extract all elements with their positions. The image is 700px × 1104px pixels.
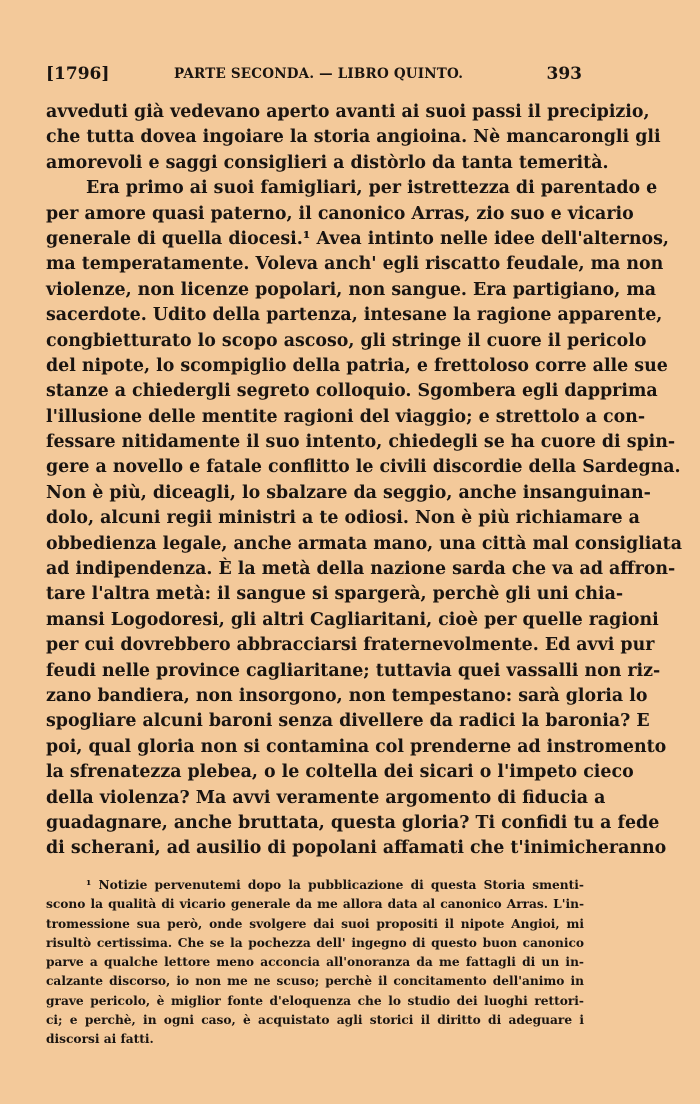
- text-line: guadagnare, anche bruttata, questa gloria? Ti confidi tu a fede: [46, 812, 660, 833]
- footnote-line: parve a qualche lettore meno acconcia all'onoranza da me fattagli di un in-: [46, 955, 584, 970]
- footnote-line: grave pericolo, è miglior fonte d'eloquenza che lo studio dei luoghi rettori-: [46, 993, 584, 1008]
- text-line: ma temperatamente. Voleva anch' egli riscatto feudale, ma non: [46, 254, 664, 275]
- main-text: [46, 100, 682, 862]
- text-line: Non è più, diceagli, lo sbalzare da seggio, anche insanguinan-: [46, 482, 651, 503]
- text-line: gere a novello e fatale conflitto le civili discordie della Sardegna.: [46, 457, 681, 478]
- running-header: [46, 64, 582, 90]
- header-year: [1796]: [46, 64, 110, 84]
- text-line: del nipote, lo scompiglio della patria, e frettoloso corre alle sue: [46, 355, 668, 376]
- footnote-line: ¹ Notizie pervenutemi dopo la pubblicazione di questa Storia smenti-: [86, 878, 584, 892]
- footnote-line: ci; e perchè, in ogni caso, è acquistato agli storici il diritto di adeguare i: [46, 1013, 584, 1028]
- footnote-line: tromessione sua però, onde svolgere dai suoi propositi il nipote Angioi, mi: [46, 916, 584, 931]
- text-line: poi, qual gloria non si contamina col prenderne ad instromento: [46, 736, 667, 757]
- text-line: della violenza? Ma avvi veramente argomento di fiducia a: [46, 787, 606, 808]
- text-line: generale di quella diocesi.¹ Avea intinto nelle idee dell'alternos,: [46, 228, 669, 249]
- footnote-line: discorsi ai fatti.: [46, 1032, 154, 1047]
- text-line: tare l'altra metà: il sangue si spargerà, perchè gli uni chia-: [46, 584, 624, 605]
- text-line: spogliare alcuni baroni senza divellere da radici la baronia? E: [46, 711, 650, 732]
- footnote: [46, 876, 584, 1050]
- footnote-line: risultò certissima. Che se la pochezza dell' ingegno di questo buon canonico: [46, 935, 584, 950]
- text-line: zano bandiera, non insorgono, non tempestano: sarà gloria lo: [46, 685, 648, 706]
- footnote-line: calzante discorso, io non me ne scuso; perchè il concitamento dell'animo in: [46, 974, 584, 989]
- text-line: l'illusione delle mentite ragioni del viaggio; e strettolo a con-: [46, 406, 646, 427]
- text-line: per cui dovrebbero abbracciarsi fraternevolmente. Ed avvi pur: [46, 635, 655, 656]
- text-line: mansi Logodoresi, gli altri Cagliaritani, cioè per quelle ragioni: [46, 609, 659, 630]
- text-line: violenze, non licenze popolari, non sangue. Era partigiano, ma: [46, 279, 657, 300]
- text-line: per amore quasi paterno, il canonico Arras, zio suo e vicario: [46, 203, 634, 224]
- text-line: amorevoli e saggi consiglieri a distòrlo da tanta temerità.: [46, 152, 609, 173]
- text-line: stanze a chiedergli segreto colloquio. Sgombera egli dapprima: [46, 381, 658, 402]
- page-number: 393: [546, 64, 582, 84]
- text-line: che tutta dovea ingoiare la storia angioina. Nè mancarongli gli: [46, 127, 661, 148]
- text-line: Era primo ai suoi famigliari, per istrettezza di parentado e: [86, 178, 658, 199]
- text-line: obbedienza legale, anche armata mano, una città mal consigliata: [46, 533, 682, 554]
- text-line: ad indipendenza. È la metà della nazione sarda che va ad affron-: [46, 559, 676, 580]
- text-line: sacerdote. Udito della partenza, intesane la ragione apparente,: [46, 305, 663, 326]
- text-line: la sfrenatezza plebea, o le coltella dei sicari o l'impeto cieco: [46, 762, 634, 783]
- text-line: fessare nitidamente il suo intento, chiedegli se ha cuore di spin-: [46, 432, 676, 453]
- footnote-line: scono la qualità di vicario generale da me allora data al canonico Arras. L'in-: [46, 897, 584, 912]
- text-line: congbietturato lo scopo ascoso, gli stringe il cuore il pericolo: [46, 330, 647, 351]
- text-line: dolo, alcuni regii ministri a te odiosi. Non è più richiamare a: [46, 508, 640, 529]
- header-section-title: PARTE SECONDA. — LIBRO QUINTO.: [174, 66, 464, 82]
- text-line: di scherani, ad ausilio di popolani affamati che t'inimicheranno: [46, 838, 667, 859]
- text-line: feudi nelle province cagliaritane; tuttavia quei vassalli non riz-: [46, 660, 661, 681]
- text-line: avveduti già vedevano aperto avanti ai suoi passi il precipizio,: [46, 102, 650, 122]
